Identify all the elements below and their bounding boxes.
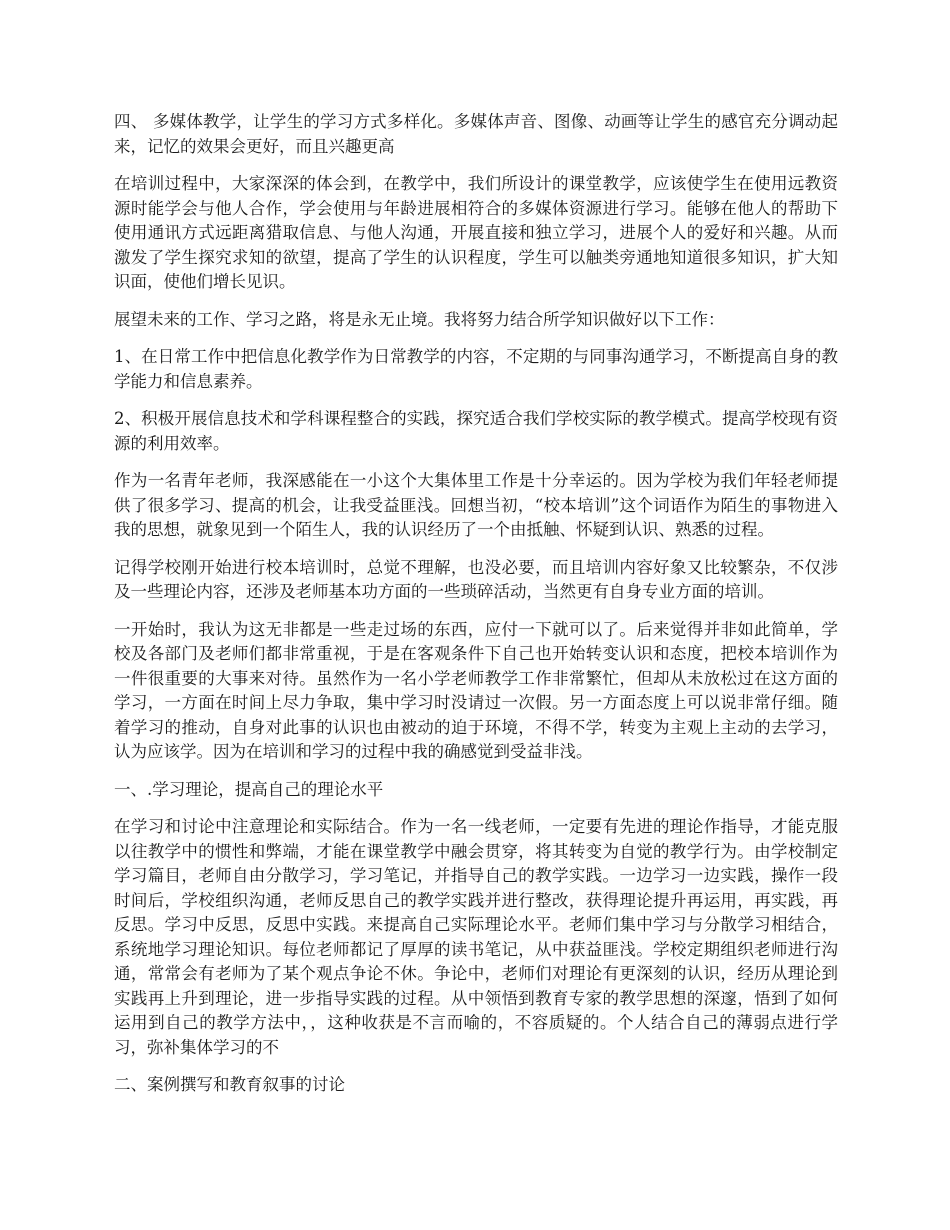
paragraph-attitude-change: 一开始时，我认为这无非都是一些走过场的东西，应付一下就可以了。后来觉得并非如此简单，学校及各部门及老师们都非常重视，于是在客观条件下自己也开始转变认识和态度，把校本培训作为一件很重要的大事来对待。虽然作为一名小学老师教学工作非常繁忙，但却从未放松过在这方面的学习，一方面在时间上尽力争取，集中学习时没请过一次假。另一方面态度上可以说非常仔细。随着学习的推动，自身对此事的认识也由被动的迫于环境，不得不学，转变为主观上主动的去学习，认为应该学。因为在培训和学习的过程中我的确感觉到受益非浅。 xyxy=(114,619,838,761)
paragraph-plan-item-2: 2、积极开展信息技术和学科课程整合的实践，探究适合我们学校实际的教学模式。提高学校现有资源的利用效率。 xyxy=(114,409,838,453)
document-body xyxy=(114,110,838,1111)
paragraph-initial-impression: 记得学校刚开始进行校本培训时，总觉不理解，也没必要，而且培训内容好象又比较繁杂，不仅涉及一些理论内容，还涉及老师基本功方面的一些琐碎活动，当然更有自身专业方面的培训。 xyxy=(114,557,838,601)
paragraph-theory-practice: 在学习和讨论中注意理论和实际结合。作为一名一线老师，一定要有先进的理论作指导，才能克服以往教学中的惯性和弊端，才能在课堂教学中融会贯穿，将其转变为自觉的教学行为。由学校制定学习篇目，老师自由分散学习，学习笔记，并指导自己的教学实践。一边学习一边实践，操作一段时间后，学校组织沟通，老师反思自己的教学实践并进行整改，获得理论提升再运用，再实践，再反思。学习中反思，反思中实践。来提高自己实际理论水平。老师们集中学习与分散学习相结合，系统地学习理论知识。每位老师都记了厚厚的读书笔记，从中获益匪浅。学校定期组织老师进行沟通，常常会有老师为了某个观点争论不休。争论中，老师们对理论有更深刻的认识，经历从理论到实践再上升到理论，进一步指导实践的过程。从中领悟到教育专家的教学思想的深邃，悟到了如何运用到自己的教学方法中，，这种收获是不言而喻的，不容质疑的。个人结合自己的薄弱点进行学习，弥补集体学习的不 xyxy=(114,817,838,1057)
paragraph-multimedia: 四、 多媒体教学，让学生的学习方式多样化。多媒体声音、图像、动画等让学生的感官充分调动起来，记忆的效果会更好，而且兴趣更高 xyxy=(114,112,838,156)
paragraph-training-experience: 在培训过程中，大家深深的体会到，在教学中，我们所设计的课堂教学，应该使学生在使用远教资源时能学会与他人合作，学会使用与年龄进展相符合的多媒体资源进行学习。能够在他人的帮助下使用通讯方式远距离猎取信息、与他人沟通，开展直接和独立学习，进展个人的爱好和兴趣。从而激发了学生探究求知的欲望，提高了学生的认识程度，学生可以触类旁通地知道很多知识，扩大知识面，使他们增长见识。 xyxy=(114,174,838,291)
paragraph-plan-item-1: 1、在日常工作中把信息化教学作为日常教学的内容，不定期的与同事沟通学习，不断提高自身的教学能力和信息素养。 xyxy=(114,347,838,391)
section-heading-theory: 一、.学习理论，提高自己的理论水平 xyxy=(114,779,384,799)
paragraph-future-outlook: 展望未来的工作、学习之路，将是永无止境。我将努力结合所学知识做好以下工作： xyxy=(114,309,725,329)
paragraph-young-teacher: 作为一名青年老师，我深感能在一小这个大集体里工作是十分幸运的。因为学校为我们年轻老师提供了很多学习、提高的机会，让我受益匪浅。回想当初，“校本培训”这个词语作为陌生的事物进入我的思想，就象见到一个陌生人，我的认识经历了一个由抵触、怀疑到认识、熟悉的过程。 xyxy=(114,471,838,539)
section-heading-case-writing: 二、案例撰写和教育叙事的讨论 xyxy=(114,1075,345,1094)
